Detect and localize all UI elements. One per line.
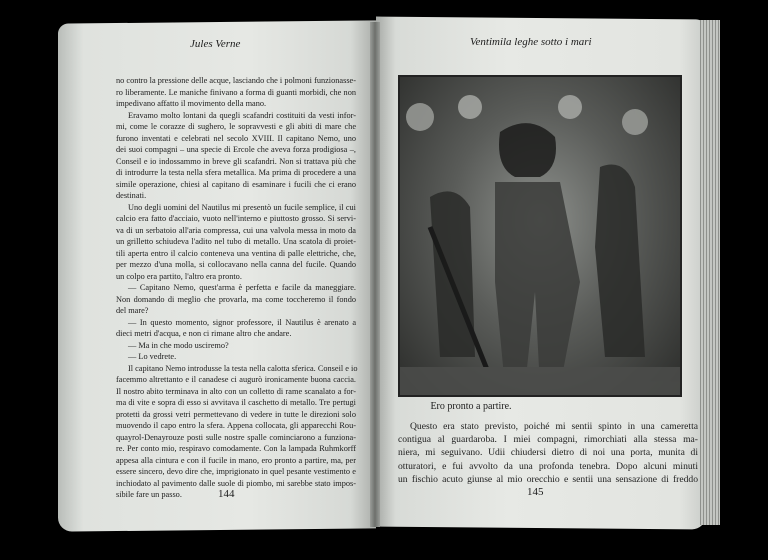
left-body-text: [116, 75, 356, 501]
text-line: — Capitano Nemo, quest'arma è perfetta e facile da maneggiare.: [128, 283, 356, 292]
text-line: va di un serbatoio all'aria compressa, cui una valvola messa in moto da: [116, 225, 356, 235]
text-line: facemmo altrettanto e il canadese ci augurò ironicamente buona caccia.: [116, 375, 356, 384]
running-head-left: Jules Verne: [190, 38, 241, 50]
text-line: di introdurre la testa nella sfera metallica. Ma prima di procedere a una: [116, 168, 356, 177]
text-line: dieci metri d'acqua, e non ci rimane altro che andare.: [116, 329, 292, 338]
text-line: Eravamo molto lontani da quegli scafandri costituiti da vesti infor-: [128, 110, 356, 120]
text-line: Uno degli uomini del Nautilus mi presentò un fucile semplice, il cui: [128, 202, 356, 212]
diver-engraving: [400, 77, 680, 395]
engraving-illustration: [398, 75, 682, 397]
text-line: — Ma in che modo usciremo?: [128, 340, 229, 350]
text-line: del mare?: [116, 306, 149, 315]
text-line: destinati.: [116, 191, 147, 200]
text-line: re. Per conto mio, respiravo comodamente. Con la lampada Ruhmkorff: [116, 444, 356, 453]
text-line: otturatori, e fui avvolto da una profonda tenebra. Dopo alcuni minuti: [398, 460, 698, 472]
text-line: muovendo il capo entro la sfera. Appena collocata, gli apparecchi Rou-: [116, 421, 356, 430]
book-gutter: [370, 22, 380, 527]
text-line: inchiodato al pavimento dalle suole di piombo, mi sarebbe stato impos-: [116, 478, 356, 488]
page-edges: [700, 20, 720, 525]
text-line: dei suoi compagni – una specie di Ercole che aveva forza prodigiosa –,: [116, 145, 356, 154]
text-line: un colpo era partito, l'altro era pronto.: [116, 271, 242, 281]
text-line: — Lo vedrete.: [128, 352, 177, 361]
text-line: mi, come le corazze di sughero, le sopravvesti e gli abiti di mare che: [116, 122, 356, 131]
running-head-right: Ventimila leghe sotto i mari: [470, 36, 592, 48]
text-line: Il capitano Nemo introdusse la testa nella calotta sferica. Conseil e io: [128, 363, 358, 373]
text-line: simile operazione, chiesi al capitano di esaminare i fucili che ci erano: [116, 179, 356, 189]
text-line: Conseil e io indossammo in breve gli scafandri. Non si trattava più che: [116, 156, 356, 166]
text-line: tili aperta entro il calcio conteneva una ventina di palle elettriche, che,: [116, 248, 356, 258]
text-line: Questo era stato previsto, poiché mi sentii spinto in una cameretta: [410, 421, 698, 432]
text-line: appesa alla cintura e con il fucile in mano, ero pronto a partire, ma, per: [116, 455, 356, 465]
text-line: contigua al guardaroba. I miei compagni, rimorchiati alla stessa ma-: [398, 434, 698, 446]
text-line: ma di vite e sopra di esso si avvitava il caschetto di metallo. Tre pertugi: [116, 398, 356, 407]
right-body-text: [398, 420, 698, 486]
text-line: Il nostro abito terminava in alto con un colletto di rame scanalato a for-: [116, 386, 356, 396]
text-line: un fischio acuto giunse al mio orecchio e sentii una sensazione di freddo: [398, 473, 698, 485]
text-line: protetti da grossi vetri permettevano di vedere in tutte le direzioni solo: [116, 409, 356, 419]
text-line: — In questo momento, signor professore, il Nautilus è arenato a: [128, 317, 356, 327]
text-line: per mezzo d'una molla, si collocavano nella canna del fucile. Quando: [116, 260, 356, 269]
text-line: essere sincero, devo dire che, imprigionato in quel pesante vestimento e: [116, 467, 356, 476]
illustration-caption: Ero pronto a partire.: [430, 401, 512, 412]
text-line: un grilletto schiudeva l'adito nel tubo di metallo. Una scatola di proiet-: [116, 237, 356, 246]
page-number-left: 144: [218, 488, 235, 500]
text-line: sibile fare un passo.: [116, 490, 182, 499]
text-line: niera, mi seguivano. Udii chiudersi dietro di noi una porta, munita di: [398, 447, 698, 459]
text-line: no contro la pressione delle acque, lasciando che i polmoni funzionasse-: [116, 76, 356, 85]
text-line: impedivano affatto il movimento della mano.: [116, 99, 267, 108]
text-line: Non domando di meglio che provarla, ma come toccheremo il fondo: [116, 294, 356, 304]
text-line: ro liberamente. Le maniche finivano a forma di guanti morbidi, che non: [116, 87, 356, 97]
text-line: quayrol-Denayrouze posti sulle nostre spalle cominciarono a funziona-: [116, 432, 356, 442]
text-line: furono inventati e celebrati nel secolo XVIII. Il capitano Nemo, uno: [116, 133, 356, 143]
text-line: calcio era fatto d'acciaio, vuoto nell'interno e piuttosto grosso. Si servi-: [116, 214, 356, 223]
page-number-right: 145: [527, 486, 544, 498]
